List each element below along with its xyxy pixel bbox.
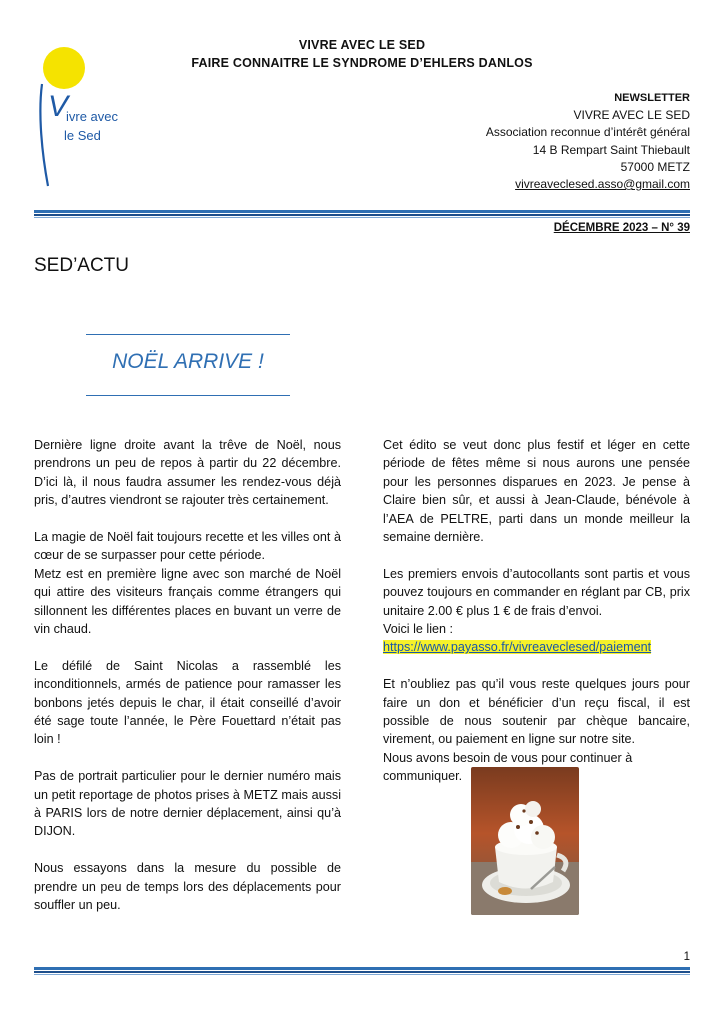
paragraph: Voici le lien : bbox=[383, 622, 454, 637]
hot-chocolate-photo bbox=[471, 767, 579, 915]
paragraph: Nous avons besoin de vous pour continuer à communiquer. bbox=[383, 750, 633, 784]
headline-rule-top bbox=[86, 334, 290, 335]
address-block bbox=[486, 90, 690, 193]
paragraph: Nous essayons dans la mesure du possible de prendre un peu de temps lors des déplacements pour souffler un peu. bbox=[34, 861, 341, 913]
paragraph: Dernière ligne droite avant la trêve de Noël, nous prendrons un peu de repos à partir du 22 décembre. D’ici là, il nous faudra assumer les rendez-vous déjà pris, d’autres viendront se rajouter très certainement. bbox=[34, 438, 341, 508]
paragraph: Metz est en première ligne avec son marché de Noël qui attire des visiteurs français comme étrangers qui sillonnent les différentes places en buvant un verre de vin chaud. bbox=[34, 566, 341, 637]
logo-initial: V bbox=[48, 90, 69, 123]
paragraph: Pas de portrait particulier pour le dernier numéro mais un petit reportage de photos prises à METZ mais aussi à PARIS lors de notre dernier déplacement, ainsi qu’à DIJON. bbox=[34, 769, 341, 839]
figure-curve bbox=[40, 84, 48, 186]
org-status: Association reconnue d’intérêt général bbox=[485, 125, 690, 140]
payment-link[interactable]: https://www.payasso.fr/vivreaveclesed/paiement bbox=[383, 640, 652, 655]
logo-line2: le Sed bbox=[64, 128, 101, 143]
issue-date: DÉCEMBRE 2023 – N° 39 bbox=[553, 222, 690, 234]
street-address: 14 B Rempart Saint Thiebault bbox=[532, 142, 690, 157]
headline: NOËL ARRIVE ! bbox=[112, 350, 264, 373]
headline-rule-bottom bbox=[86, 395, 290, 396]
city: 57000 METZ bbox=[620, 159, 690, 174]
page-number: 1 bbox=[683, 951, 690, 963]
paragraph: Les premiers envois d’autocollants sont partis et vous pouvez toujours en commander en réglant par CB, prix unitaire 2.00 € plus 1 € de frais d’envoi. bbox=[383, 566, 690, 618]
org-name: VIVRE AVEC LE SED bbox=[573, 108, 690, 123]
left-column bbox=[34, 436, 341, 933]
header-subtitle: FAIRE CONNAITRE LE SYNDROME D’EHLERS DANLOS bbox=[191, 56, 533, 70]
logo-line1: ivre avec bbox=[66, 109, 119, 124]
paragraph: La magie de Noël fait toujours recette et les villes ont à cœur de se surpasser pour cette période. bbox=[34, 530, 341, 563]
header-title: VIVRE AVEC LE SED bbox=[298, 38, 426, 52]
newsletter-label: NEWSLETTER bbox=[614, 92, 690, 104]
paragraph: Et n’oubliez pas qu’il vous reste quelques jours pour faire un don et bénéficier d’un reçu fiscal, il est possible de nous soutenir par chèque bancaire, virement, ou paiement en ligne sur notre site. bbox=[383, 677, 690, 747]
section-title: SED’ACTU bbox=[34, 255, 130, 276]
top-divider bbox=[34, 210, 690, 219]
paragraph: Le défilé de Saint Nicolas a rassemblé les inconditionnels, armés de patience pour ramasser les bonbons jetés depuis le char, il était conseillé d’avoir été sage toute l’année, le Père Fouettard n’était pas loin ! bbox=[34, 658, 341, 747]
bottom-divider bbox=[34, 967, 690, 976]
email-link[interactable]: vivreaveclesed.asso@gmail.com bbox=[515, 177, 690, 192]
right-column bbox=[383, 436, 690, 804]
paragraph: Cet édito se veut donc plus festif et léger en cette période de fêtes même si nous aurons une pensée pour les personnes disparues en 2023. Je pense à Claire bien sûr, et aussi à Jean-Claude, bénévole à l’AEA de PELTRE, parti dans un monde meilleur la semaine dernière. bbox=[383, 438, 690, 545]
